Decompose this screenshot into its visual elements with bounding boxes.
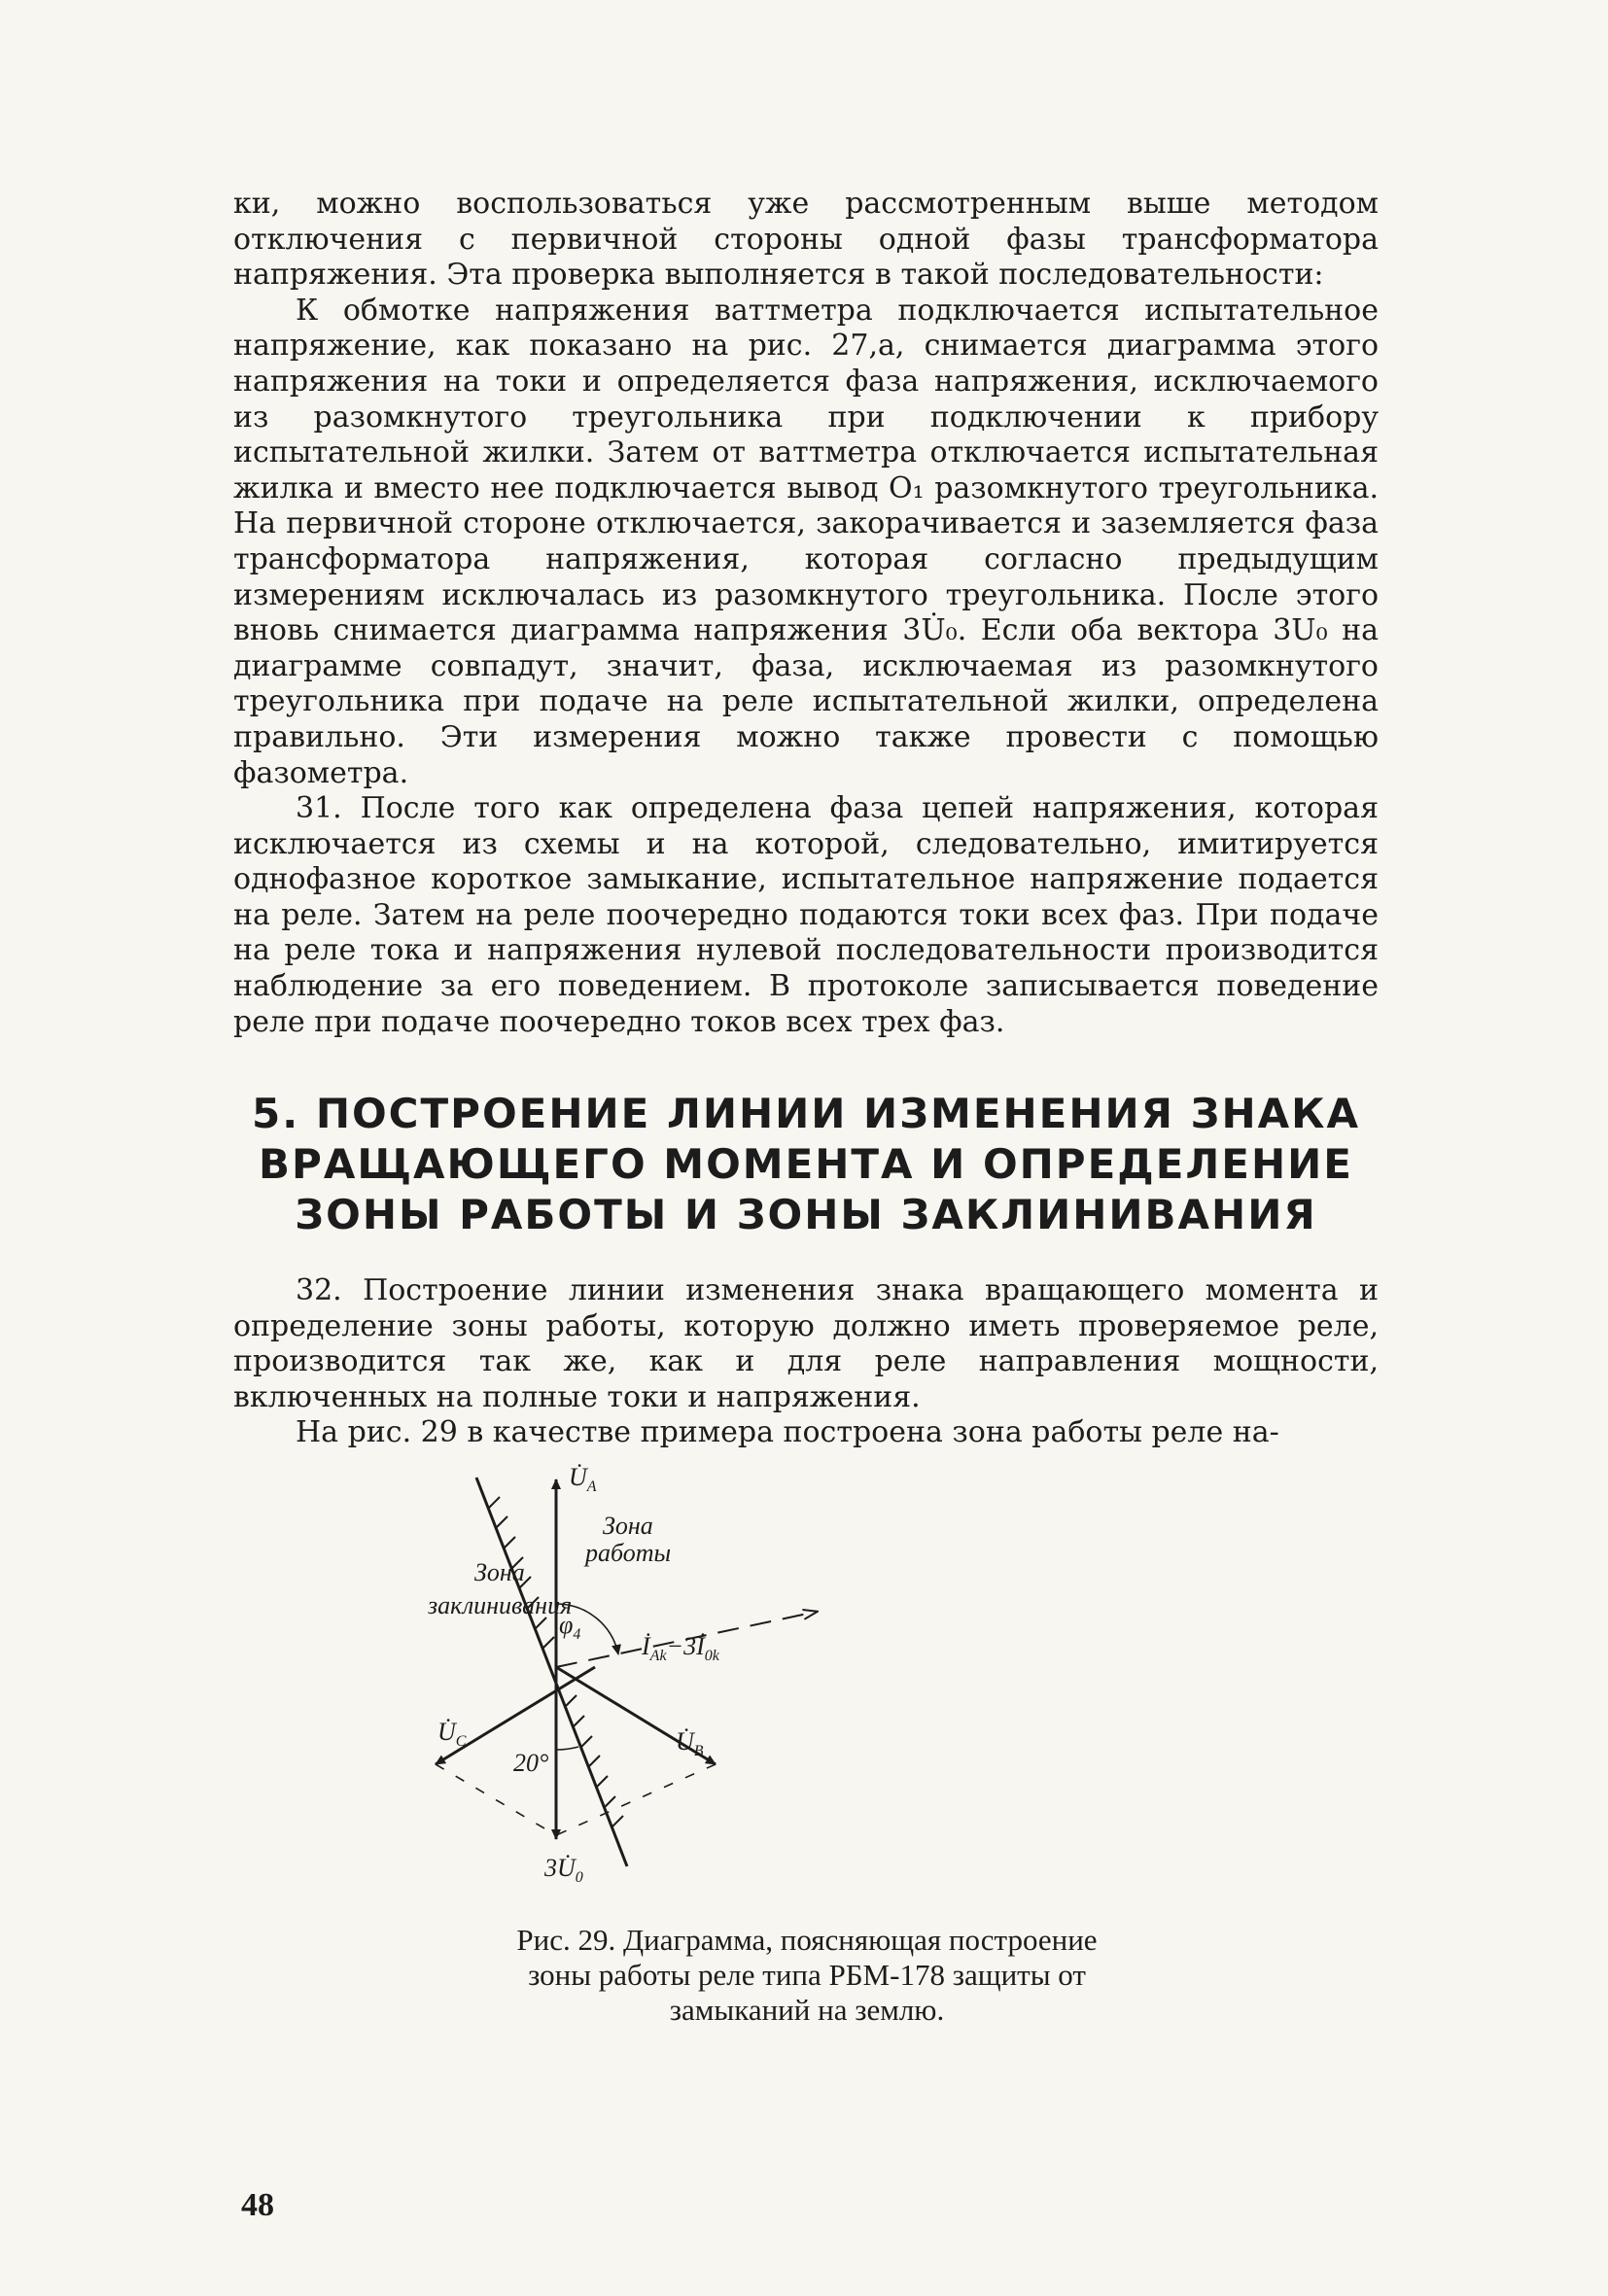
paragraph-32: 32. Построение линии изменения знака вращающего момента и определение зоны работы, которую должно иметь проверяемое реле, производится так же, как и для реле направления мощности, включенных на полные токи и напряжения. (233, 1273, 1379, 1414)
label-angle-phi: $\varphi_4$ (559, 1611, 581, 1643)
heading-line-1: 5. ПОСТРОЕНИЕ ЛИНИИ ИЗМЕНЕНИЯ ЗНАКА (252, 1090, 1360, 1137)
body-text-top (233, 187, 1379, 1040)
figure-29 (428, 1458, 1186, 1886)
page-number: 48 (241, 2187, 274, 2223)
figure-caption: Рис. 29. Диаграмма, поясняющая построение зоны работы реле типа РБМ-178 защиты от замыканий на землю. (516, 1923, 1098, 2027)
paragraph-fig-intro: На рис. 29 в качестве примера построена зона работы реле на- (296, 1415, 1279, 1450)
label-3u0: $3U̇_0$ (544, 1854, 583, 1886)
heading-line-3: ЗОНЫ РАБОТЫ И ЗОНЫ ЗАКЛИНИВАНИЯ (295, 1191, 1317, 1238)
label-zone-work-2: работы (585, 1539, 672, 1567)
paragraph-31: 31. После того как определена фаза цепей напряжения, которая исключается из схемы и на которой, следовательно, имитируется однофазное короткое замыкание, испытательное напряжение подается на реле. Затем на реле поочередно подаются токи всех фаз. При подаче на реле тока и напряжения нулевой последовательности производится наблюдение за его поведением. В протоколе записывается поведение реле при подаче поочередно токов всех трех фаз. (233, 791, 1379, 1039)
paragraph-wattmeter-check: К обмотке напряжения ваттметра подключается испытательное напряжение, как показано на рис. 27,а, снимается диаграмма этого напряжения на токи и определяется фаза напряжения, исключаемого из разомкнутого треугольника при подключении к прибору испытательной жилки. Затем от ваттметра отключается испытательная жилка и вместо нее подключается вывод O₁ разомкнутого треугольника. На первичной стороне отключается, закорачивается и заземляется фаза трансформатора напряжения, которая согласно предыдущим измерениям исключалась из разомкнутого треугольника. После этого вновь снимается диаграмма напряжения 3U̇₀. Если оба вектора 3U₀ на диаграмме совпадут, значит, фаза, исключаемая из разомкнутого треугольника при подаче на реле испытательной жилки, определена правильно. Эти измерения можно также провести с помощью фазометра. (233, 293, 1379, 790)
label-zone-jam-1: Зона (474, 1558, 525, 1586)
label-ub: $U̇_B$ (676, 1727, 704, 1759)
label-current: $İ_{Ak}-3İ_{0k}$ (642, 1632, 719, 1664)
dashed-construction (436, 1764, 716, 1835)
label-uc: $U̇_C$ (437, 1718, 467, 1750)
body-text-bottom (233, 1273, 1379, 1451)
label-ua: $U̇_A$ (569, 1463, 597, 1495)
paragraph-continuation: ки, можно воспользоваться уже рассмотренным выше методом отключения с первичной стороны одной фазы трансформатора напряжения. Эта проверка выполняется в такой последовательности: (233, 187, 1379, 293)
heading-line-2: ВРАЩАЮЩЕГО МОМЕНТА И ОПРЕДЕЛЕНИЕ (259, 1140, 1353, 1188)
angle-20-arc (556, 1747, 578, 1750)
label-angle-20: 20° (513, 1749, 549, 1777)
vector-diagram (428, 1458, 1186, 1886)
label-zone-work-1: Зона (603, 1512, 653, 1540)
label-zone-jam-2: заклинивания (428, 1591, 573, 1619)
section-heading (233, 1089, 1379, 1240)
